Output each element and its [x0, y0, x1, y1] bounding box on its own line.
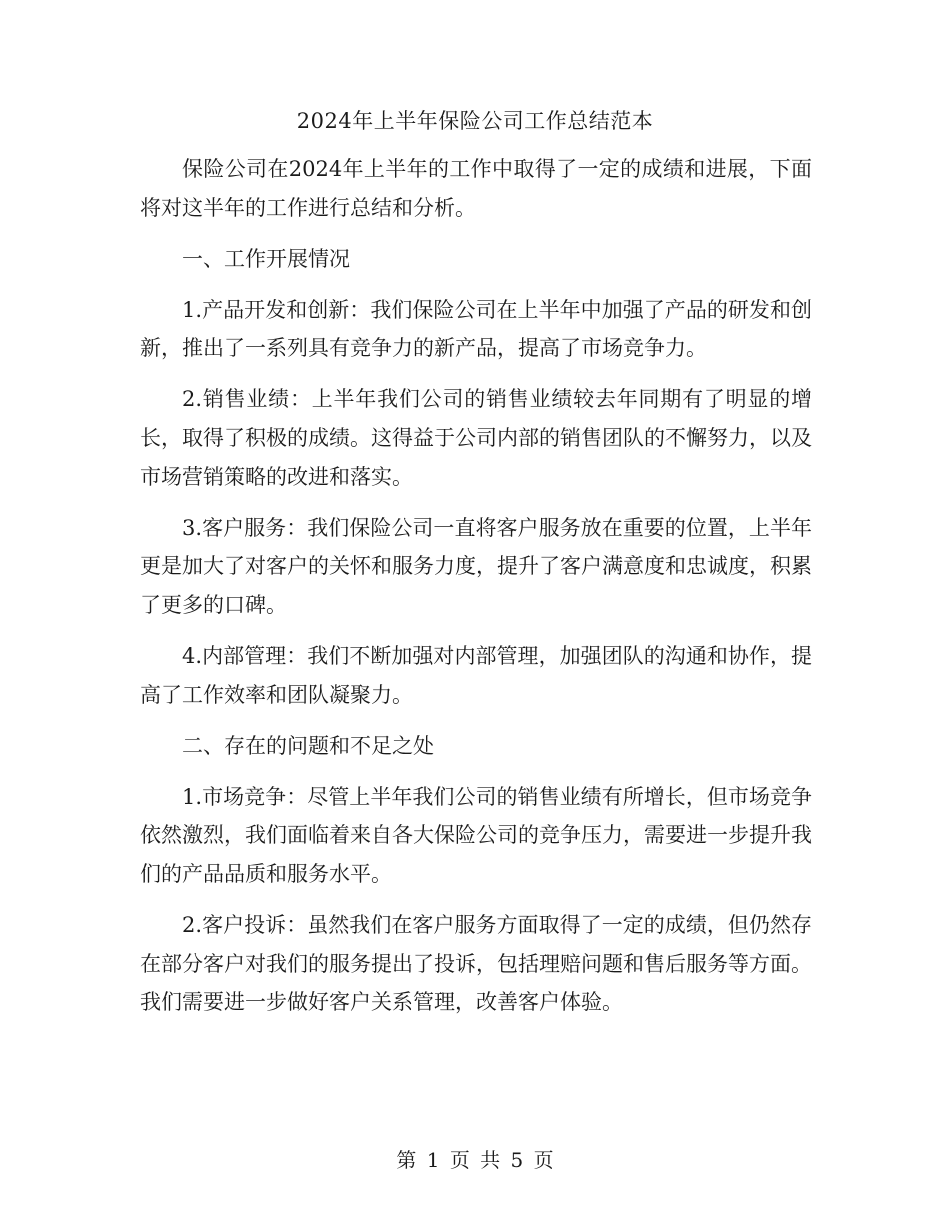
paragraph-product-development: 1.产品开发和创新：我们保险公司在上半年中加强了产品的研发和创新，推出了一系列具有竞争力的新产品，提高了市场竞争力。: [140, 297, 812, 361]
paragraph-customer-complaints: 2.客户投诉：虽然我们在客户服务方面取得了一定的成绩，但仍然存在部分客户对我们的服务提出了投诉，包括理赔问题和售后服务等方面。我们需要进一步做好客户关系管理，改善客户体验。: [140, 913, 812, 1015]
paragraph-sales-performance: 2.销售业绩：上半年我们公司的销售业绩较去年同期有了明显的增长，取得了积极的成绩。这得益于公司内部的销售团队的不懈努力，以及市场营销策略的改进和落实。: [140, 387, 812, 489]
paragraph-market-competition: 1.市场竞争：尽管上半年我们公司的销售业绩有所增长，但市场竞争依然激烈，我们面临着来自各大保险公司的竞争压力，需要进一步提升我们的产品品质和服务水平。: [140, 784, 812, 886]
intro-paragraph: 保险公司在2024年上半年的工作中取得了一定的成绩和进展，下面将对这半年的工作进行总结和分析。: [140, 157, 812, 220]
paragraph-customer-service: 3.客户服务：我们保险公司一直将客户服务放在重要的位置，上半年更是加大了对客户的关怀和服务力度，提升了客户满意度和忠诚度，积累了更多的口碑。: [140, 515, 812, 617]
document-body: [140, 150, 812, 1034]
section-heading-problems: 二、存在的问题和不足之处: [182, 733, 434, 758]
document-title: 2024年上半年保险公司工作总结范本: [296, 109, 654, 133]
page-number-footer: 第 1 页 共 5 页: [396, 1148, 554, 1172]
paragraph-internal-management: 4.内部管理：我们不断加强对内部管理，加强团队的沟通和协作，提高了工作效率和团队凝聚力。: [140, 644, 812, 707]
section-heading-work-status: 一、工作开展情况: [182, 246, 350, 271]
